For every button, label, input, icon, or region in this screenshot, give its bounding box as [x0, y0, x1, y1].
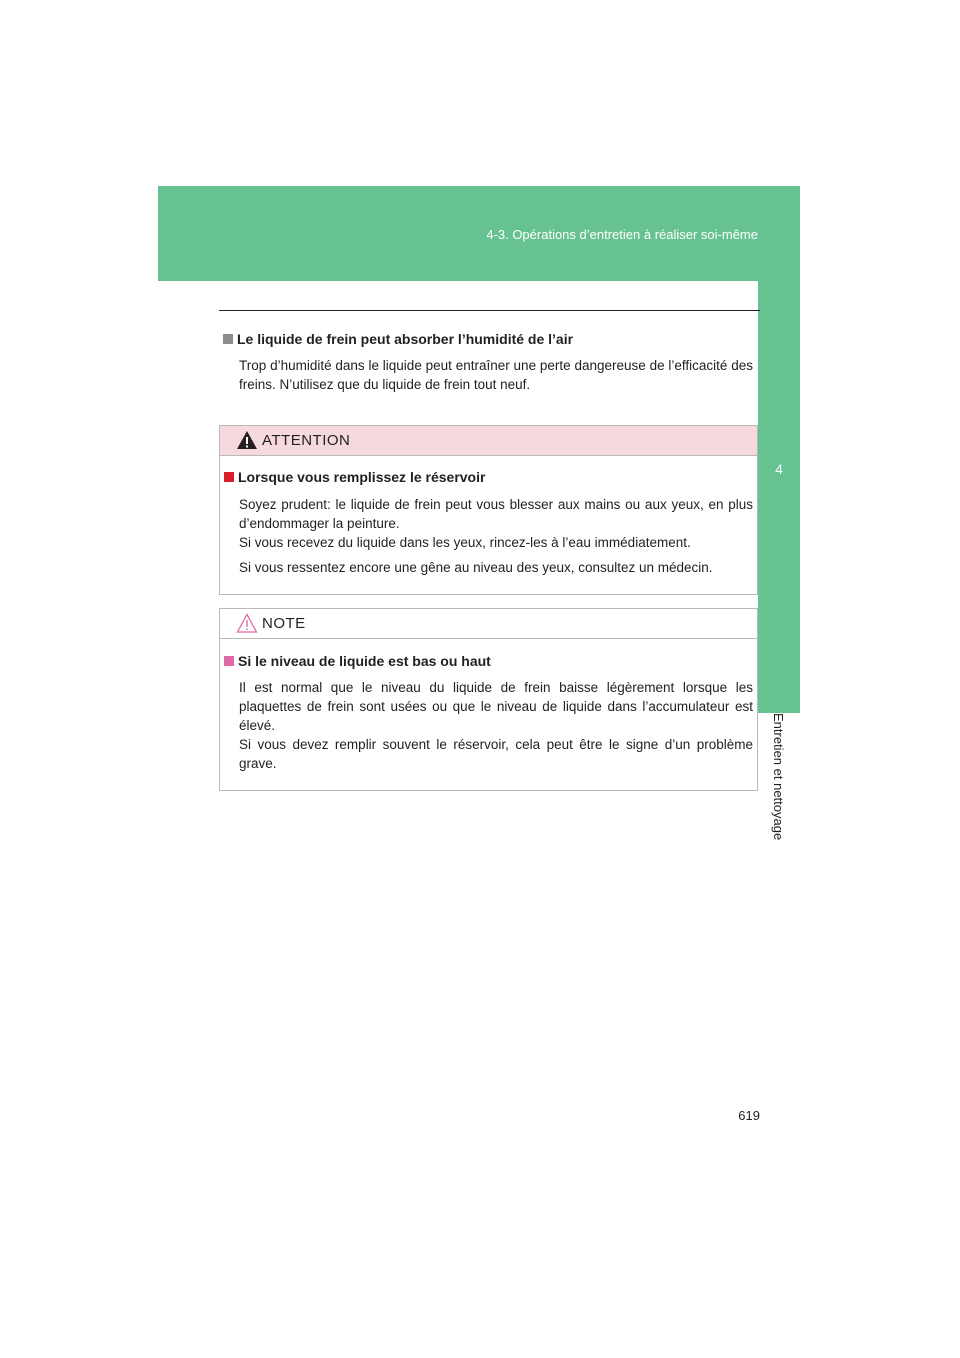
section-header-band	[158, 186, 800, 281]
section1-title: Le liquide de frein peut absorber l’humidité de l’air	[237, 331, 574, 347]
chapter-label: Entretien et nettoyage	[771, 713, 786, 841]
attention-para2: Si vous ressentez encore une gêne au niveau des yeux, consultez un médecin.	[239, 560, 713, 575]
note-box	[219, 608, 758, 791]
note-item-title: Si le niveau de liquide est bas ou haut	[238, 653, 491, 669]
attention-item-heading	[224, 469, 485, 485]
page-number: 619	[738, 1108, 760, 1123]
square-bullet-icon	[224, 472, 234, 482]
square-bullet-icon	[223, 334, 233, 344]
note-item-heading	[224, 653, 491, 669]
caution-triangle-icon	[236, 613, 258, 633]
section-title: 4-3. Opérations d’entretien à réaliser soi-même	[486, 227, 758, 242]
attention-header	[220, 426, 757, 456]
attention-para1-line2: Si vous recevez du liquide dans les yeux, rincez-les à l’eau immédiatement.	[239, 535, 691, 550]
note-para1: Il est normal que le niveau du liquide de frein baisse légèrement lorsque les plaquettes de frein sont usées ou que le niveau de liquide dans l’accumulateur est élevé.	[239, 680, 753, 733]
chapter-tab	[758, 281, 800, 713]
chapter-number: 4	[775, 461, 783, 477]
section1-heading	[223, 331, 573, 347]
attention-para1-line1: Soyez prudent: le liquide de frein peut vous blesser aux mains ou aux yeux, en plus d’endommager la peinture.	[239, 497, 753, 531]
note-para2: Si vous devez remplir souvent le réservoir, cela peut être le signe d’un problème grave.	[239, 737, 753, 771]
attention-heading: ATTENTION	[262, 432, 351, 449]
attention-item-title: Lorsque vous remplissez le réservoir	[238, 469, 486, 485]
chapter-tab-label-area	[758, 713, 800, 863]
section-divider	[219, 310, 760, 311]
warning-triangle-icon	[236, 430, 258, 450]
attention-box	[219, 425, 758, 595]
note-header	[220, 609, 757, 639]
attention-para1	[239, 495, 753, 552]
note-heading: NOTE	[262, 615, 306, 632]
square-bullet-icon	[224, 656, 234, 666]
section1-body: Trop d’humidité dans le liquide peut entraîner une perte dangereuse de l’efficacité des freins. N’utilisez que du liquide de frein tout neuf.	[239, 358, 753, 392]
